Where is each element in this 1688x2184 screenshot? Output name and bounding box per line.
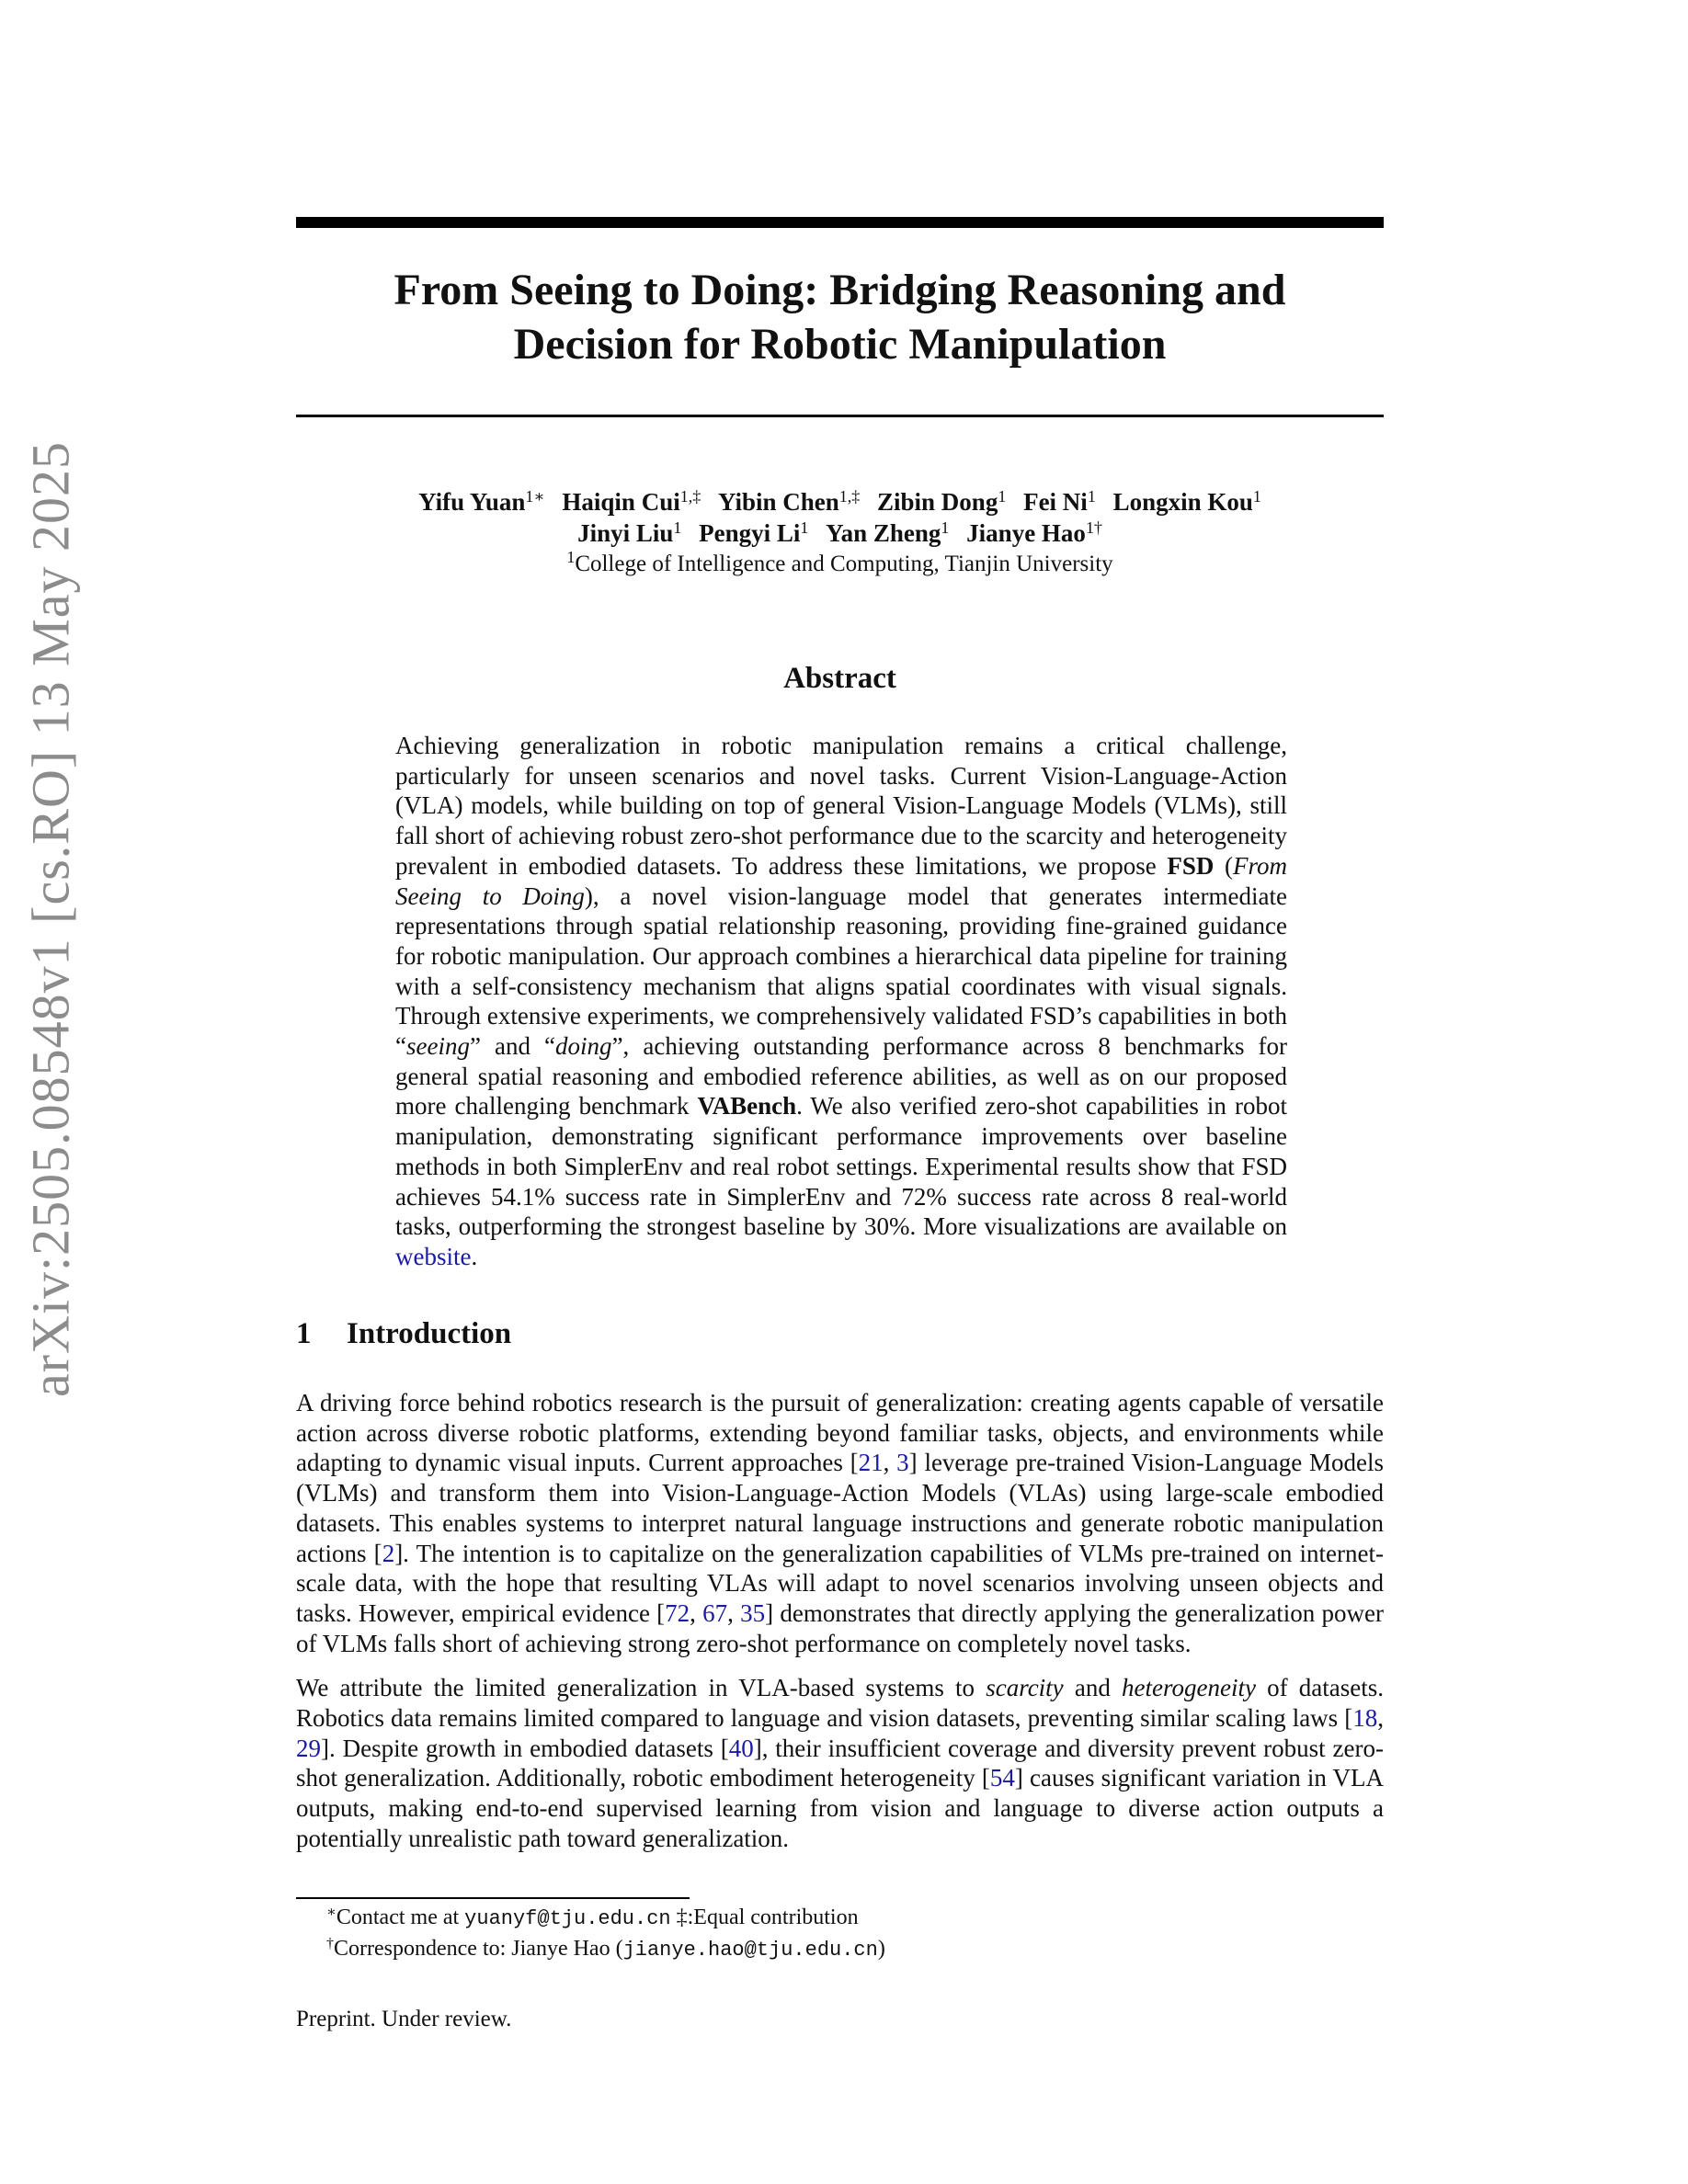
author-mark: 1∗ xyxy=(525,487,545,506)
affiliation-mark: 1 xyxy=(566,548,576,566)
author-mark: 1 xyxy=(800,518,809,537)
author-mark: 1 xyxy=(1252,487,1261,506)
author-name: Yifu Yuan xyxy=(418,488,526,516)
author-line-2 xyxy=(296,518,1384,549)
footnote-mark: ∗ xyxy=(326,1905,336,1920)
author-mark: 1,‡ xyxy=(679,487,701,506)
emphasis-seeing: seeing xyxy=(405,1032,470,1061)
paragraph-text: ], their insufficient coverage and diversity prevent robust zero-shot generalization. Additionally, robotic embodiment heterogeneity [ xyxy=(296,1734,1384,1792)
paragraph-text: ] leverage pre-trained Vision-Language Models (VLMs) and transform them into Vision-Language-Action Models (VLAs) using large-scale embodied datasets. This enables systems to interpret natural language instructions and generate robotic manipulation actions [ xyxy=(296,1449,1385,1567)
emphasis-doing: doing xyxy=(555,1032,612,1061)
website-link[interactable]: website xyxy=(395,1242,472,1270)
abstract-text-segment: . We also verified zero-shot capabilities in robot manipulation, demonstrating significant performance improvements over baseline methods in both SimplerEnv and real robot settings. Experimental results show that FSD achieves 54.1% success rate in SimplerEnv and 72% success rate across 8 real-world tasks, outperforming the strongest baseline by 30%. More visualizations are available on xyxy=(395,1092,1287,1241)
footnote-text: Contact me at xyxy=(336,1905,465,1929)
citation-link[interactable]: 2 xyxy=(382,1539,395,1567)
footnote-mark: † xyxy=(326,1936,334,1951)
paper-title xyxy=(296,263,1384,371)
paragraph-text: , xyxy=(883,1449,897,1477)
author-name: Yibin Chen xyxy=(717,488,839,516)
abstract-text-segment: ( xyxy=(1214,851,1233,880)
footnote-correspondence xyxy=(326,1934,885,1965)
paragraph-text: and xyxy=(1063,1674,1122,1702)
title-bottom-rule xyxy=(296,415,1384,417)
contact-email: yuanyf@tju.edu.cn xyxy=(464,1907,671,1930)
arxiv-identifier: arXiv:2505.08548v1 [cs.RO] 13 May 2025 xyxy=(20,440,81,1398)
author-block xyxy=(296,486,1384,580)
author-line-1 xyxy=(296,486,1384,518)
citation-link[interactable]: 21 xyxy=(858,1449,884,1477)
paragraph-text: , xyxy=(1377,1704,1384,1733)
abstract-text xyxy=(395,731,1287,1272)
abstract-text-segment: Achieving generalization in robotic manipulation remains a critical challenge, particularly for unseen scenarios and novel tasks. Current Vision-Language-Action (VLA) models, while building on top of general Vision-Language Models (VLMs), still fall short of achieving robust zero-shot performance due to the scarcity and heterogeneity prevalent in embodied datasets. To address these limitations, we propose xyxy=(395,732,1287,880)
paragraph-text: , xyxy=(727,1598,741,1627)
paragraph-text: ]. The intention is to capitalize on the generalization capabilities of VLMs pre-trained on internet-scale data, with the hope that resulting VLAs will adapt to novel scenarios involving unseen objects and tasks. However, empirical evidence [ xyxy=(296,1539,1384,1627)
paragraph-text: A driving force behind robotics research is the pursuit of generalization: creating agents capable of versatile action across diverse robotic platforms, extending beyond familiar tasks, objects, and environments while adapting to dynamic visual inputs. Current approaches [ xyxy=(296,1389,1384,1477)
citation-link[interactable]: 72 xyxy=(665,1598,690,1627)
intro-paragraph-2 xyxy=(296,1673,1384,1853)
author-mark: 1,‡ xyxy=(838,487,861,506)
citation-link[interactable]: 35 xyxy=(740,1598,766,1627)
citation-link[interactable]: 40 xyxy=(728,1734,754,1762)
abstract-text-segment: ” and “ xyxy=(469,1032,556,1061)
footnote-text: ) xyxy=(877,1937,885,1961)
abstract-text-segment: ), a novel vision-language model that generates intermediate representations through spatial relationship reasoning, providing fine-grained guidance for robotic manipulation. Our approach combines a hierarchical data pipeline for training with a self-consistency mechanism that aligns spatial coordinates with visual signals. Through extensive experiments, we comprehensively validated FSD’s capabilities in both “ xyxy=(395,882,1287,1061)
author-mark: 1 xyxy=(1087,487,1096,506)
fsd-term: FSD xyxy=(1167,851,1215,880)
footnote-contact xyxy=(326,1903,885,1934)
introduction-body xyxy=(296,1388,1384,1869)
affiliation-text: College of Intelligence and Computing, Tianjin University xyxy=(575,552,1113,576)
author-name: Jinyi Liu xyxy=(577,519,674,547)
author-mark: 1† xyxy=(1085,518,1102,537)
section-title: Introduction xyxy=(347,1317,512,1350)
author-name: Jianye Hao xyxy=(966,519,1086,547)
footnote-rule xyxy=(296,1897,690,1899)
paragraph-text: We attribute the limited generalization in VLA-based systems to xyxy=(296,1674,987,1702)
author-mark: 1 xyxy=(941,518,950,537)
title-line-2: Decision for Robotic Manipulation xyxy=(513,320,1167,369)
section-heading-introduction xyxy=(296,1317,511,1351)
author-name: Yan Zheng xyxy=(826,519,941,547)
intro-paragraph-1 xyxy=(296,1388,1384,1658)
section-number: 1 xyxy=(296,1317,312,1350)
abstract-text-segment: . xyxy=(471,1242,478,1270)
emphasis-scarcity: scarcity xyxy=(986,1674,1064,1702)
paragraph-text: of datasets. Robotics data remains limited compared to language and vision datasets, preventing similar scaling laws [ xyxy=(296,1674,1384,1733)
paragraph-text: ] causes significant variation in VLA outputs, making end-to-end supervised learning from vision and language to diverse action outputs a potentially unrealistic path toward generalization. xyxy=(296,1764,1384,1852)
author-name: Haiqin Cui xyxy=(562,488,680,516)
affiliation xyxy=(296,549,1384,580)
preprint-notice: Preprint. Under review. xyxy=(296,2007,512,2031)
vabench-term: VABench xyxy=(697,1092,797,1120)
author-name: Longxin Kou xyxy=(1112,488,1253,516)
fsd-expansion: From Seeing to Doing xyxy=(395,851,1287,910)
author-mark: 1 xyxy=(673,518,682,537)
paragraph-text: ] demonstrates that directly applying the generalization power of VLMs falls short of achieving strong zero-shot performance on completely novel tasks. xyxy=(296,1598,1385,1657)
author-name: Pengyi Li xyxy=(699,519,801,547)
citation-link[interactable]: 29 xyxy=(296,1734,321,1762)
citation-link[interactable]: 54 xyxy=(989,1764,1015,1792)
footnotes xyxy=(326,1903,885,1965)
author-name: Fei Ni xyxy=(1023,488,1088,516)
abstract-text-segment: ”, achieving outstanding performance across 8 benchmarks for general spatial reasoning and embodied reference abilities, as well as on our proposed more challenging benchmark xyxy=(395,1032,1287,1120)
paragraph-text: ]. Despite growth in embodied datasets [ xyxy=(321,1734,729,1762)
paragraph-text: , xyxy=(690,1598,703,1627)
correspondence-email: jianye.hao@tju.edu.cn xyxy=(622,1939,878,1962)
author-name: Zibin Dong xyxy=(877,488,998,516)
title-top-rule xyxy=(296,217,1384,228)
citation-link[interactable]: 3 xyxy=(896,1449,909,1477)
abstract-heading: Abstract xyxy=(783,662,896,695)
author-mark: 1 xyxy=(998,487,1007,506)
footnote-text: Correspondence to: Jianye Hao ( xyxy=(334,1937,623,1961)
citation-link[interactable]: 67 xyxy=(702,1598,728,1627)
emphasis-heterogeneity: heterogeneity xyxy=(1122,1674,1256,1702)
title-line-1: From Seeing to Doing: Bridging Reasoning and xyxy=(393,266,1286,314)
footnote-text: ‡:Equal contribution xyxy=(670,1905,859,1929)
citation-link[interactable]: 18 xyxy=(1352,1704,1378,1733)
